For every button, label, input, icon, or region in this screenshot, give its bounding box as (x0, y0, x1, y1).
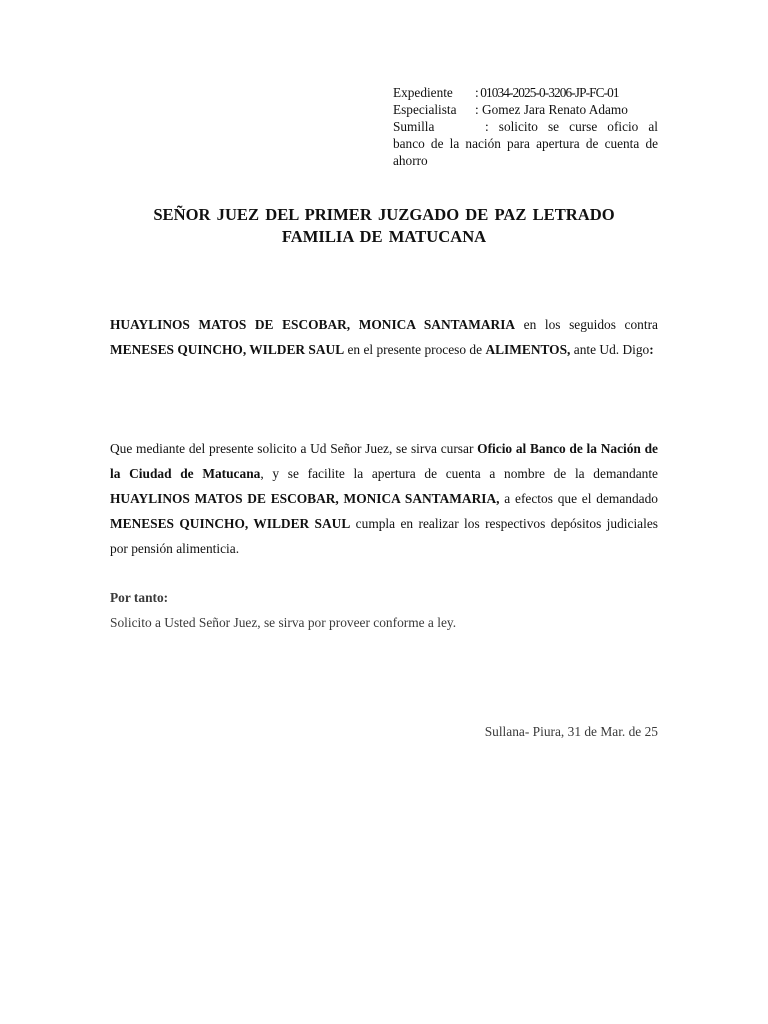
title-line-1: SEÑOR JUEZ DEL PRIMER JUZGADO DE PAZ LETRADO (153, 205, 615, 224)
intro-colon: : (649, 342, 654, 357)
body-text-1: Que mediante del presente solicito a Ud Señor Juez, se sirva cursar (110, 441, 478, 456)
closing-request: Solicito a Usted Señor Juez, se sirva por proveer conforme a ley. (110, 615, 457, 630)
especialista-value: : Gomez Jara Renato Adamo (475, 102, 628, 117)
request-paragraph (110, 436, 658, 561)
por-tanto-heading: Por tanto: (110, 590, 169, 605)
expediente-label: Expediente (393, 85, 453, 100)
expediente-row (393, 84, 658, 101)
body-demandado: MENESES QUINCHO, WILDER SAUL (110, 516, 351, 531)
intro-text-1: en los seguidos contra (515, 317, 658, 332)
expediente-value: : 01034-2025-0-3206-JP-FC-01 (475, 85, 619, 100)
sumilla-row (393, 118, 658, 169)
intro-paragraph (110, 312, 658, 362)
body-text-2: , y se facilite la apertura de cuenta a nombre de la demandante (260, 466, 658, 481)
title-line-2: FAMILIA DE MATUCANA (281, 227, 487, 246)
intro-text-3: ante Ud. Digo (570, 342, 650, 357)
intro-demandado: MENESES QUINCHO, WILDER SAUL (110, 342, 345, 357)
especialista-label: Especialista (393, 102, 457, 117)
case-header (393, 84, 658, 169)
intro-proceso: ALIMENTOS, (485, 342, 571, 357)
sumilla-value: : solicito se curse oficio al banco de la nación para apertura de cuenta de ahorro (393, 119, 658, 168)
intro-text-2: en el presente proceso de (344, 342, 486, 357)
place-date: Sullana- Piura, 31 de Mar. de 25 (484, 724, 658, 739)
body-oficio: Oficio al Banco de la Nación de la Ciudad de Matucana (110, 441, 658, 481)
sumilla-label: Sumilla (393, 119, 435, 134)
body-text-3: a efectos que el demandado (499, 491, 658, 506)
intro-demandante: HUAYLINOS MATOS DE ESCOBAR, MONICA SANTAMARIA (110, 317, 516, 332)
body-demandante: HUAYLINOS MATOS DE ESCOBAR, MONICA SANTAMARIA, (110, 491, 500, 506)
especialista-row (393, 101, 658, 118)
document-title (110, 204, 658, 248)
body-text-4: cumpla en realizar los respectivos depósitos judiciales por pensión alimenticia. (110, 516, 658, 556)
